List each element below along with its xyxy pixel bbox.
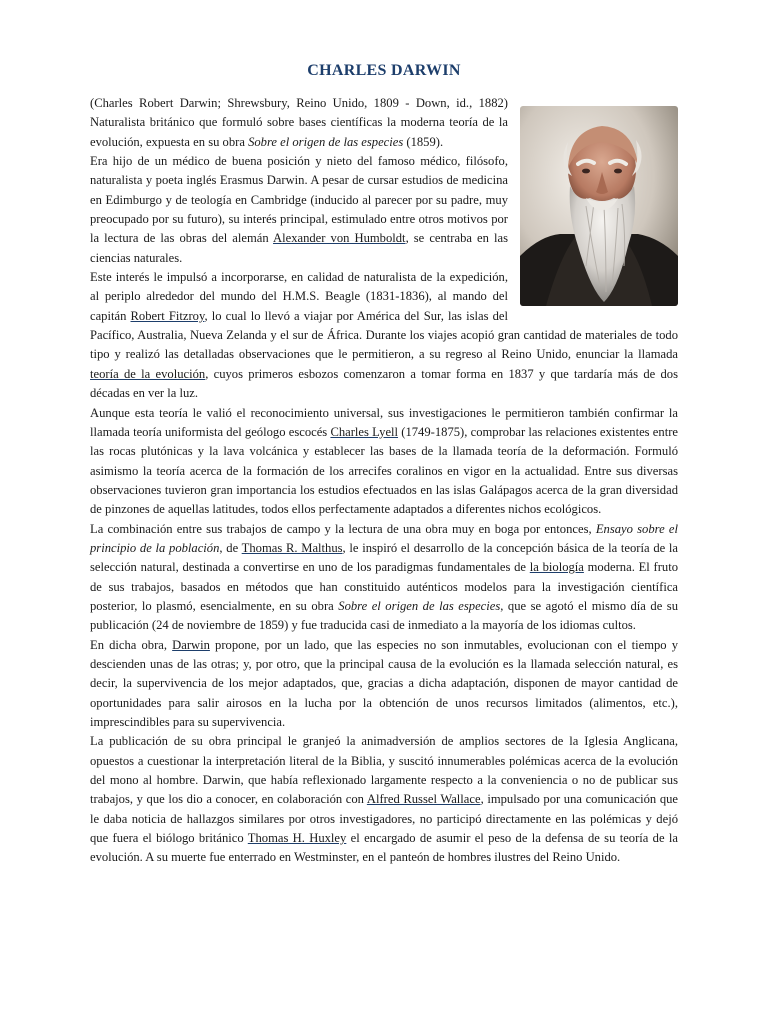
link-la-biologia[interactable]: la biología [529,560,584,575]
book-title-italic: Sobre el origen de las especies [248,134,404,149]
link-thomas-h-huxley[interactable]: Thomas H. Huxley [247,831,347,846]
paragraph-lyell [90,404,678,520]
paragraph-malthus [90,520,678,636]
paragraph-polemicas [90,732,678,867]
link-teoria-de-la-evolucion[interactable]: teoría de la evolución [90,366,206,381]
text: , lo cual lo llevó a viajar por América del Sur, las islas del Pacífico, Australia, Nueva Zelanda y el sur de África. Durante los viajes acopió gran cantidad de materiales de todo tipo y realizó las detalladas observaciones que le permitieron, a su regreso al Reino Unido, enunciar la llamada [90,308,678,362]
text: (Charles Robert Darwin; Shrewsbury, Reino Unido, 1809 - Down, id., 1882) Naturalista británico que formuló sobre bases científicas la moderna teoría de la evolución, expuesta en su obra [90,96,508,149]
text: (1859). [403,134,444,149]
portrait-photo-icon [520,106,678,306]
link-darwin[interactable]: Darwin [172,637,210,652]
article-body [90,94,678,868]
text: , le inspiró el desarrollo de la concepción básica de la teoría de la selección natural, destinada a convertirse en uno de los paradigmas fundamentales de [90,540,679,575]
text: el encargado de asumir el peso de la defensa de su teoría de la evolución. A su muerte fue enterrado en Westminster, en el panteón de hombres ilustres del Reino Unido. [90,831,678,865]
text: propone, por un lado, que las especies no son inmutables, evolucionan con el tiempo y descienden unas de las otras; y, por otro, que la principal causa de la evolución es la llamada selección natural, es decir, la supervivencia de los mejor adaptados, que, gracias a dicha adaptación, disponen de mayor cantidad de oportunidades para salir airosos en la lucha por la obtención de unos recursos limitados (alimentos, etc.), imprescindibles para su supervivencia. [90,637,678,729]
link-charles-lyell[interactable]: Charles Lyell [330,424,399,439]
link-alfred-russel-wallace[interactable]: Alfred Russel Wallace [366,792,481,807]
text: En dicha obra, [90,637,173,652]
text: Este interés le impulsó a incorporarse, en calidad de naturalista de la expedición, al periplo alrededor del mundo del H.M.S. Beagle (1831-1836), al mando del capitán [90,270,508,323]
text: Era hijo de un médico de buena posición y nieto del famoso médico, filósofo, naturalista y poeta inglés Erasmus Darwin. A pesar de cursar estudios de medicina en Edimburgo y de teología en Cambridge (inducido al parecer por su padre, muy preocupado por su futuro), su interés principal, estimulado entre otros motivos por la lectura de las obras del alemán [90,154,508,246]
paragraph-seleccion-natural [90,636,678,733]
text: , impulsado por una comunicación que le daba noticia de hallazgos similares por otros investigadores, no participó directamente en las polémicas y dejó que fuera el biólogo británico [90,792,679,846]
link-alexander-von-humboldt[interactable]: Alexander von Humboldt [273,231,406,246]
text: La publicación de su obra principal le granjeó la animadversión de amplios sectores de la Iglesia Anglicana, opuestos a cuestionar la interpretación literal de la Biblia, y suscitó innumerables polémicas acerca de la evolución del mono al hombre. Darwin, que había reflexionado largamente respecto a la conveniencia o no de publicar sus trabajos, y que los dio a conocer, en colaboración con [90,734,678,807]
link-thomas-r-malthus[interactable]: Thomas R. Malthus [241,540,343,555]
text: , cuyos primeros esbozos comenzaron a tomar forma en 1837 y que tardaría más de dos décadas en ver la luz. [90,366,678,401]
text: , que se agotó el mismo día de su publicación (24 de noviembre de 1859) y fue traducida casi de inmediato a la mayoría de los idiomas cultos. [90,598,678,633]
book-title-italic: Ensayo sobre el principio de la población [90,521,678,555]
text: , se centraba en las ciencias naturales. [90,231,508,265]
text: , de [219,540,242,555]
book-title-italic: Sobre el origen de las especies [338,598,501,613]
page-title: CHARLES DARWIN [307,62,461,79]
text: moderna. El fruto de sus trabajos, basados en métodos que han constituido auténticos modelos para la investigación científica posterior, lo plasmó, esencialmente, en su obra [90,560,679,613]
text: Aunque esta teoría le valió el reconocimiento universal, sus investigaciones le permitieron también confirmar la llamada teoría uniformista del geólogo escocés [90,405,678,439]
text: (1749-1875), comprobar las relaciones existentes entre las rocas plutónicas y la lava volcánica y establecer las bases de la llamada teoría de la deformación. Formuló asimismo la teoría acerca de la formación de los arrecifes coralinos en vigor en la actualidad. Entre sus diversas observaciones tuvieron gran importancia los estudios efectuados en las islas Galápagos acerca de la gran diversidad de pinzones de aquellas latitudes, todos ellos perfectamente adaptados a diferentes nichos ecológicos. [90,424,678,517]
text: La combinación entre sus trabajos de campo y la lectura de una obra muy en boga por entonces, [90,521,596,536]
link-robert-fitzroy[interactable]: Robert Fitzroy [130,308,205,323]
